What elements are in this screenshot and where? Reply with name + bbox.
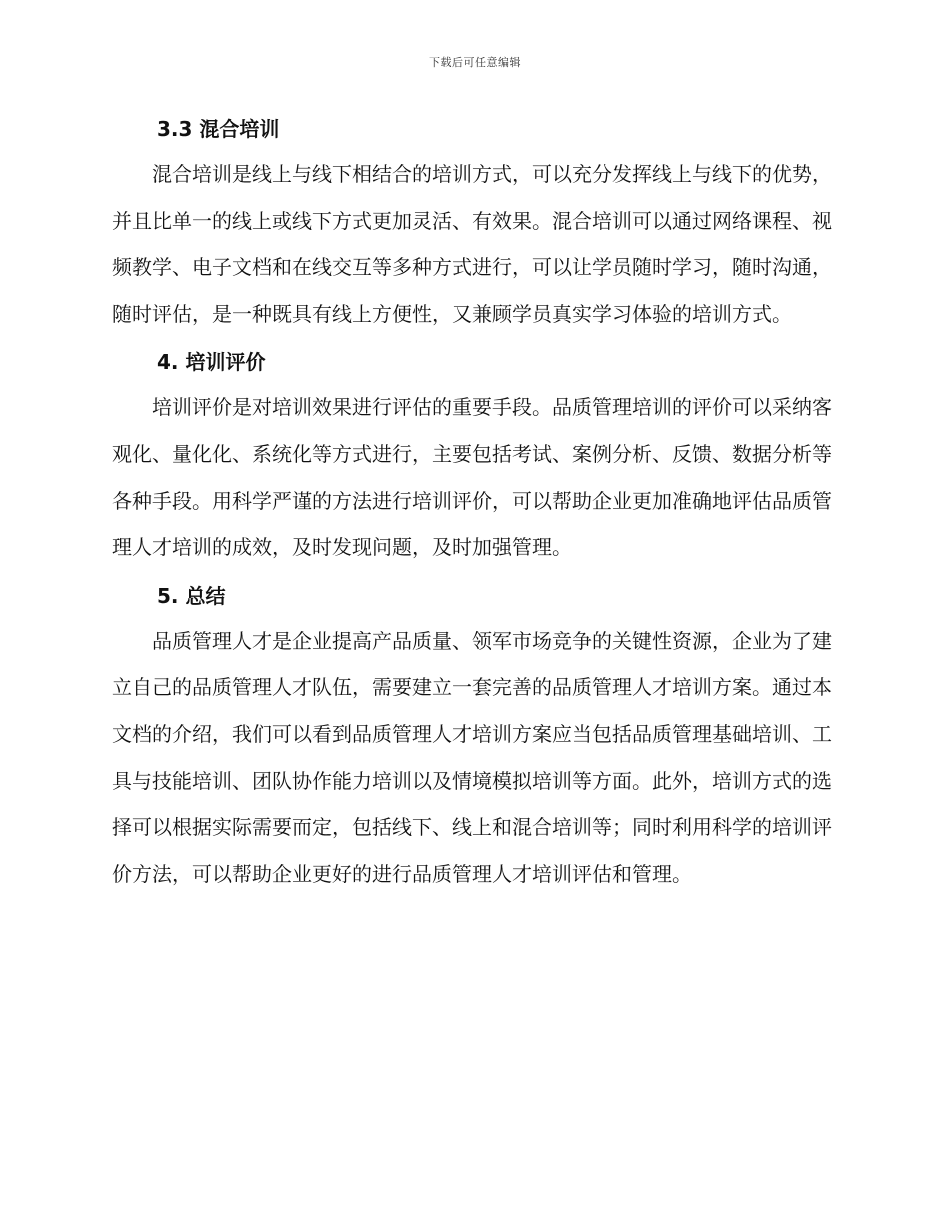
section-paragraph: 培训评价是对培训效果进行评估的重要手段。品质管理培训的评价可以采纳客观化、量化化、系统化等方式进行，主要包括考试、案例分析、反馈、数据分析等各种手段。用科学严谨的方法进行培训评价，可以帮助企业更加准确地评估品质管理人才培训的成效，及时发现问题，及时加强管理。 [112,395,832,560]
section-heading: 5. 总结 [157,583,226,608]
page-header-note: 下载后可任意编辑 [429,56,521,69]
section-blended-training [112,112,832,337]
section-paragraph: 混合培训是线上与线下相结合的培训方式，可以充分发挥线上与线下的优势，并且比单一的线上或线下方式更加灵活、有效果。混合培训可以通过网络课程、视频教学、电子文档和在线交互等多种方式进行，可以让学员随时学习，随时沟通，随时评估，是一种既具有线上方便性，又兼顾学员真实学习体验的培训方式。 [112,162,832,326]
section-paragraph: 品质管理人才是企业提高产品质量、领军市场竞争的关键性资源，企业为了建立自己的品质管理人才队伍，需要建立一套完善的品质管理人才培训方案。通过本文档的介绍，我们可以看到品质管理人才培训方案应当包括品质管理基础培训、工具与技能培训、团队协作能力培训以及情境模拟培训等方面。此外，培训方式的选择可以根据实际需要而定，包括线下、线上和混合培训等；同时利用科学的培训评价方法，可以帮助企业更好的进行品质管理人才培训评估和管理。 [112,628,832,886]
section-heading: 4. 培训评价 [157,350,266,375]
section-training-evaluation [112,345,832,570]
document-body [112,112,832,897]
section-summary [112,579,832,898]
section-heading: 3.3 混合培训 [157,117,280,141]
